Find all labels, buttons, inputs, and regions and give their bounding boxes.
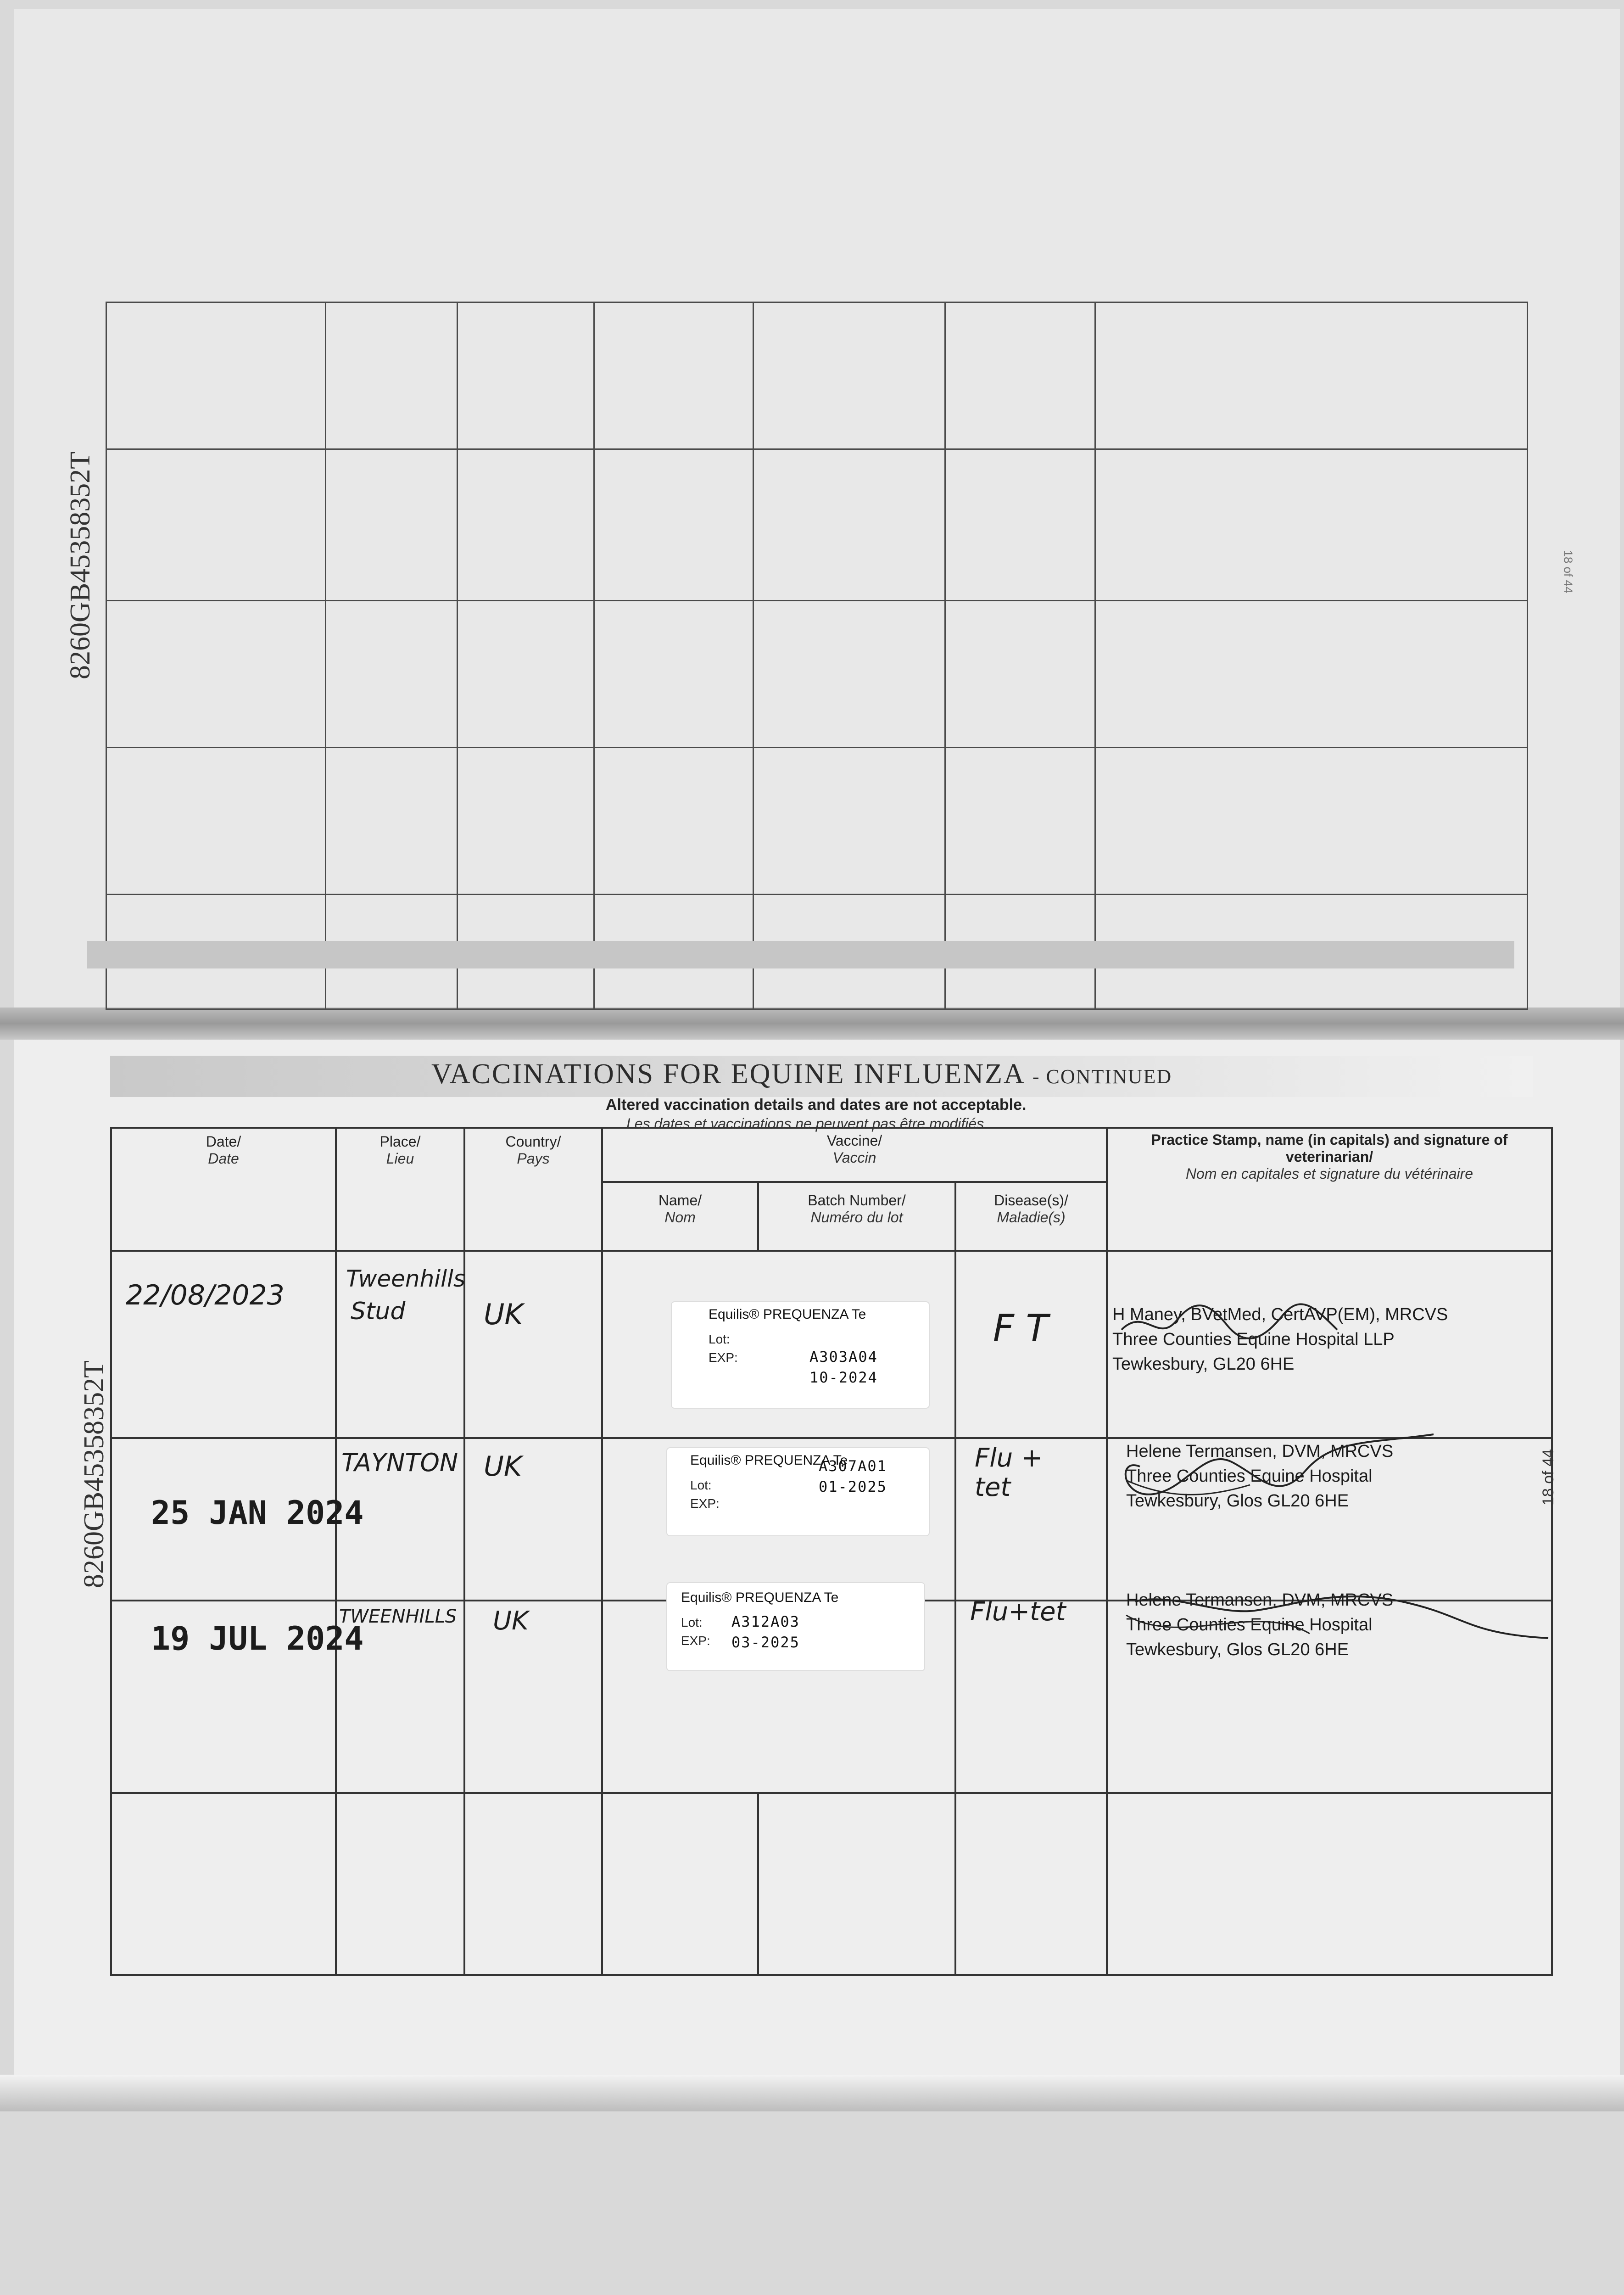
- row2-vaccine-cell: [602, 1438, 955, 1601]
- section-title: [431, 1058, 1172, 1091]
- row1-date: 22/08/2023: [126, 1279, 285, 1312]
- row2-country-cell: [464, 1438, 602, 1601]
- page-number: 18 of 44: [1540, 1449, 1557, 1506]
- section-title-suffix: - CONTINUED: [1032, 1065, 1172, 1088]
- notice-english: Altered vaccination details and dates are not acceptable.: [606, 1096, 1027, 1114]
- row2-vet-address: Tewkesbury, Glos GL20 6HE: [1126, 1491, 1349, 1511]
- row1-place-line2: Stud: [351, 1298, 406, 1326]
- row1-lot-label: Lot:: [709, 1332, 730, 1347]
- row3-lot: A312A03: [731, 1613, 800, 1631]
- row3-vaccine-brand: Equilis® PREQUENZA Te: [681, 1590, 839, 1606]
- row3-exp: 03-2025: [731, 1634, 800, 1651]
- header-vaccine-name: Name/ Nom: [602, 1182, 758, 1251]
- row3-country-cell: [464, 1601, 602, 1793]
- row1-country-cell: [464, 1251, 602, 1438]
- row3-signature: [1117, 1583, 1553, 1666]
- row2-place-cell: [336, 1438, 464, 1601]
- row1-vaccine-cell: [602, 1251, 955, 1438]
- page-edge: [0, 2075, 1624, 2111]
- row2-vaccine-label: [667, 1448, 929, 1535]
- row3-date-cell: [111, 1601, 364, 1793]
- row1-vet-name: H Maney, BVetMed, CertAVP(EM), MRCVS: [1112, 1305, 1448, 1325]
- header-disease: Disease(s)/ Maladie(s): [955, 1182, 1107, 1251]
- row1-country: UK: [484, 1298, 524, 1332]
- table-row: [111, 1438, 1552, 1601]
- row3-vet-name: Helene Termansen, DVM, MRCVS: [1126, 1590, 1394, 1610]
- row1-exp: 10-2024: [809, 1369, 878, 1387]
- row2-vet-practice: Three Counties Equine Hospital: [1126, 1467, 1373, 1486]
- row1-exp-label: EXP:: [709, 1350, 738, 1365]
- row2-date-cell: [111, 1438, 364, 1601]
- table-row: [111, 1251, 1552, 1438]
- header-batch-number: Batch Number/ Numéro du lot: [758, 1182, 955, 1251]
- header-country: Country/ Pays: [464, 1128, 602, 1251]
- row2-exp-label: EXP:: [690, 1496, 720, 1511]
- row3-disease: Flu+tet: [970, 1597, 1066, 1627]
- row1-vet-address: Tewkesbury, GL20 6HE: [1112, 1355, 1295, 1374]
- row1-place-line1: Tweenhills: [346, 1265, 465, 1293]
- row1-vaccine-label: [672, 1302, 929, 1408]
- row3-vet-practice: Three Counties Equine Hospital: [1126, 1615, 1373, 1635]
- inverted-empty-table: [106, 302, 1528, 1010]
- table-row: [111, 1601, 1552, 1793]
- row3-vet-cell: [1107, 1590, 1552, 1793]
- row3-disease-cell: [955, 1597, 1107, 1793]
- inverted-page-number: 18 of 44: [1561, 550, 1575, 593]
- vaccination-table: [110, 1127, 1553, 1976]
- header-place: Place/ Lieu: [336, 1128, 464, 1251]
- row3-country: UK: [493, 1606, 529, 1636]
- row2-lot-label: Lot:: [690, 1478, 712, 1493]
- row3-exp-label: EXP:: [681, 1634, 710, 1648]
- row3-vaccine-cell: [602, 1590, 955, 1793]
- row1-vet-cell: [1107, 1251, 1552, 1438]
- inverted-section-banner: [87, 941, 1514, 968]
- row1-lot: A303A04: [809, 1348, 878, 1366]
- row3-vaccine-label: [667, 1583, 924, 1670]
- row2-date: 25 JAN 2024: [151, 1494, 364, 1532]
- row1-vaccine-brand: Equilis® PREQUENZA Te: [709, 1307, 866, 1322]
- header-practice-stamp: Practice Stamp, name (in capitals) and signature of veterinarian/ Nom en capitales et signature du vétérinaire: [1107, 1128, 1552, 1251]
- notice-french: Les dates et vaccinations ne peuvent pas être modifiés: [626, 1115, 984, 1132]
- table-row: [111, 1793, 1552, 1975]
- row1-disease-cell: [955, 1251, 1107, 1438]
- row2-exp: 01-2025: [819, 1478, 887, 1496]
- header-vaccine: Vaccine/ Vaccin: [602, 1128, 1107, 1182]
- section-title-main: VACCINATIONS FOR EQUINE INFLUENZA: [431, 1058, 1024, 1090]
- row3-lot-label: Lot:: [681, 1615, 703, 1630]
- row2-disease-cell: [955, 1438, 1107, 1601]
- row2-country: UK: [484, 1450, 522, 1483]
- book-fold: [0, 1008, 1624, 1040]
- row3-place-cell: [336, 1601, 464, 1793]
- row3-place: TWEENHILLS: [339, 1606, 457, 1628]
- row2-disease: Flu + tet: [975, 1443, 1043, 1503]
- row2-lot: A307A01: [819, 1457, 887, 1475]
- document-id-top: 8260GB45358352T: [65, 452, 96, 679]
- row3-vet-address: Tewkesbury, Glos GL20 6HE: [1126, 1640, 1349, 1660]
- document-id-bottom: 8260GB45358352T: [78, 1360, 110, 1588]
- row1-disease: F T: [993, 1307, 1049, 1350]
- row2-vet-name: Helene Termansen, DVM, MRCVS: [1126, 1442, 1394, 1461]
- row1-vet-practice: Three Counties Equine Hospital LLP: [1112, 1330, 1395, 1349]
- row2-vaccine-brand: Equilis® PREQUENZA Te: [690, 1453, 848, 1468]
- row1-signature: [1117, 1288, 1346, 1353]
- row3-date: 19 JUL 2024: [151, 1620, 364, 1658]
- header-date: Date/ Date: [111, 1128, 336, 1251]
- inverted-vaccination-grid: [87, 69, 1528, 1010]
- row1-date-cell: [111, 1251, 336, 1438]
- row2-vet-cell: [1107, 1438, 1552, 1601]
- row1-place-cell: [336, 1251, 464, 1438]
- row2-place: TAYNTON: [341, 1448, 458, 1478]
- row2-signature: [1112, 1430, 1452, 1522]
